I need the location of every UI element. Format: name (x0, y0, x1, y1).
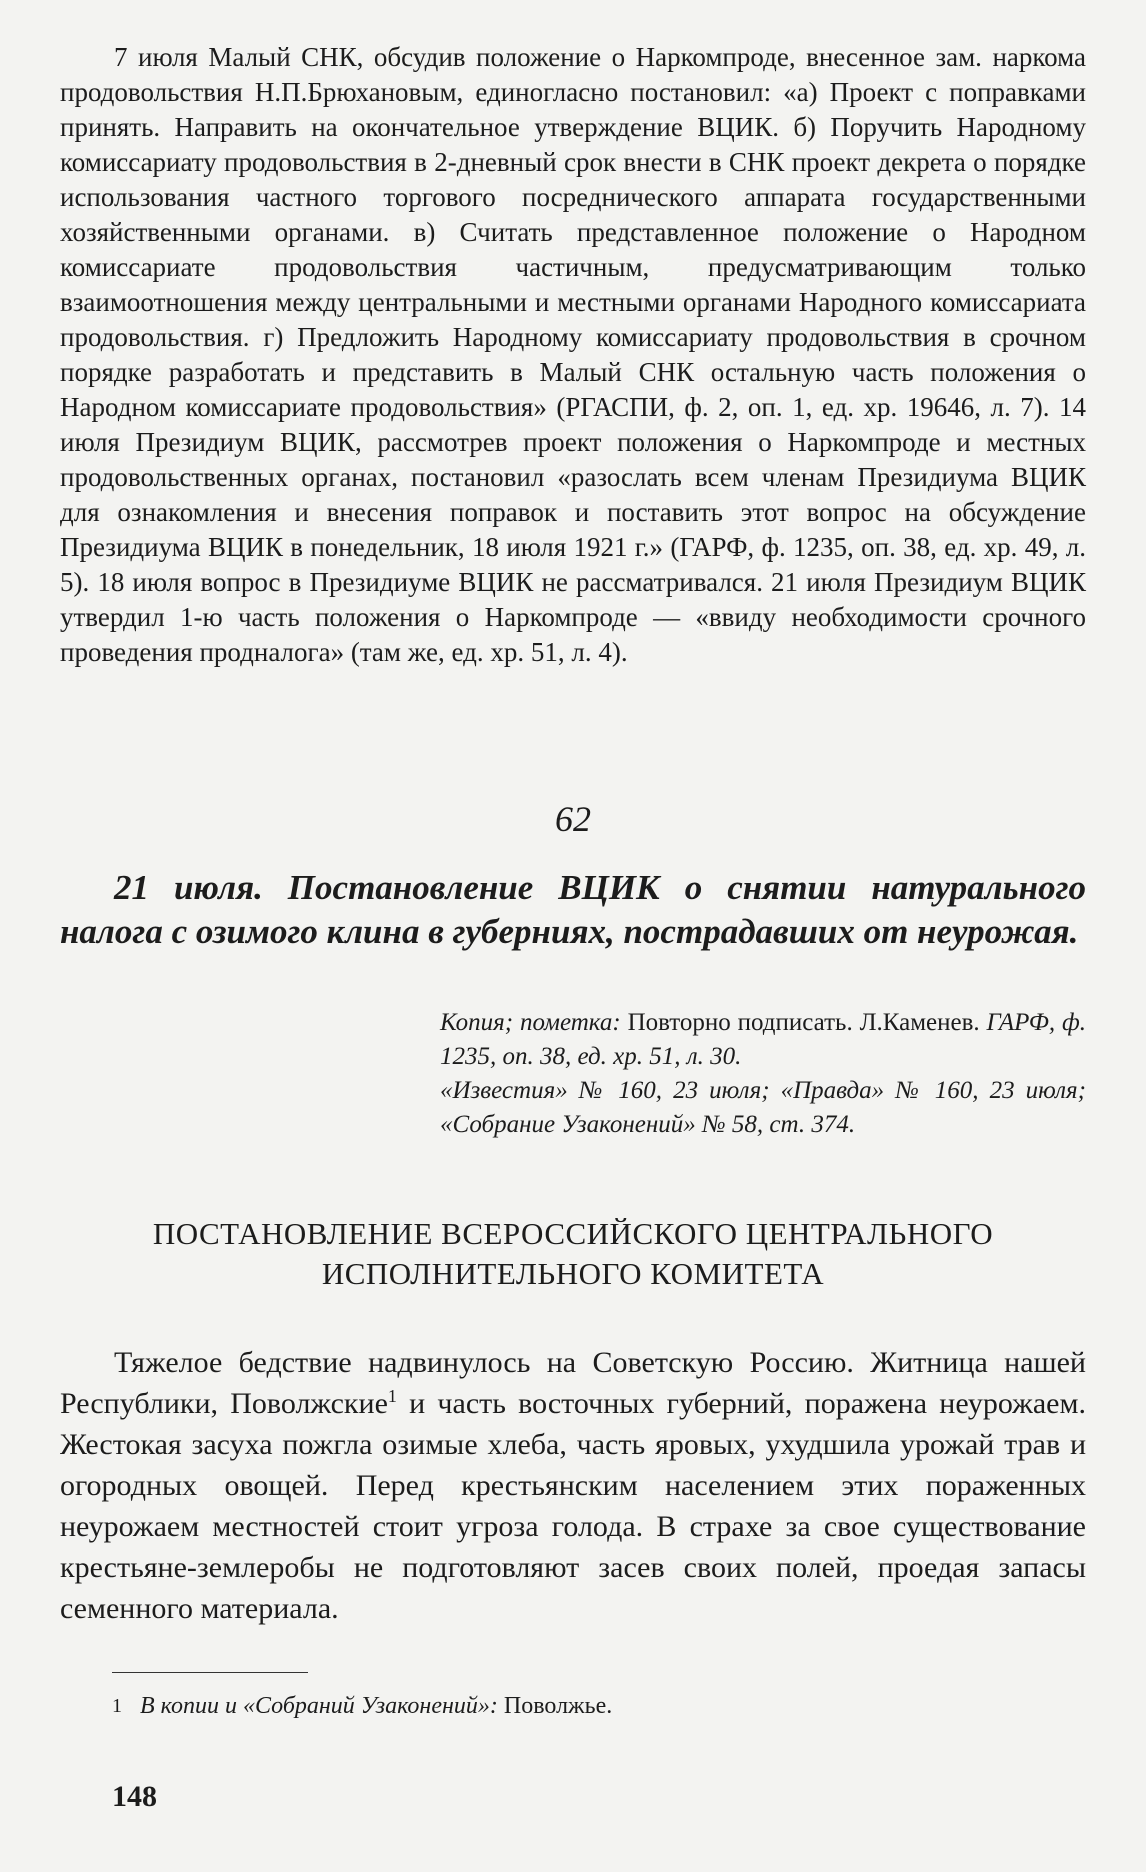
document-heading: 21 июля. Постановление ВЦИК о снятии натурального налога с озимого клина в губерниях, пострадавших от неурожая. (60, 868, 1086, 951)
decree-body-part1: Тяжелое бедствие надвинулось на Советскую Россию. Житница нашей Республики, Поволжские (60, 1346, 1086, 1420)
source-publications: «Известия» № 160, 23 июля; «Правда» № 160, 23 июля; «Собрание Узаконений» № 58, ст. 374. (440, 1077, 1086, 1138)
intro-paragraph: 7 июля Малый СНК, обсудив положение о Наркомпроде, внесенное зам. наркома продовольствия Н.П.Брюхановым, единогласно постановил: «а) Проект с поправками принять. Направить на окончательное утверждение ВЦИК. б) Поручить Народному комиссариату продовольствия в 2-дневный срок внести в СНК проект декрета о порядке использования частного торгового посреднического аппарата государственными хозяйственными органами. в) Считать представленное положение о Народном комиссариате продовольствия частичным, предусматривающим только взаимоотношения между центральными и местными органами Народного комиссариата продовольствия. г) Предложить Народному комиссариату продовольствия в срочном порядке разработать и представить в Малый СНК остальную часть положения о Народном комиссариате продовольствия» (РГАСПИ, ф. 2, оп. 1, ед. хр. 19646, л. 7). 14 июля Президиум ВЦИК, рассмотрев проект положения о Наркомпроде и местных продовольственных органах, постановил «разослать всем членам Президиума ВЦИК для ознакомления и внесения поправок и поставить этот вопрос на обсуждение Президиума ВЦИК в понедельник, 18 июля 1921 г.» (ГАРФ, ф. 1235, оп. 38, ед. хр. 49, л. 5). 18 июля вопрос в Президиуме ВЦИК не рассматривался. 21 июля Президиум ВЦИК утвердил 1-ю часть положения о Наркомпроде — «ввиду необходимости срочного проведения продналога» (там же, ед. хр. 51, л. 4). (60, 42, 1086, 667)
footnote (112, 1690, 1086, 1722)
footnote-divider (112, 1672, 308, 1673)
footnote-reference[interactable]: 1 (387, 1386, 397, 1406)
page-number: 148 (112, 1780, 157, 1813)
source-archive: ГАРФ, ф. 1235, оп. 38, ед. хр. 51, л. 30. (440, 1009, 1086, 1070)
decree-body (60, 1342, 1086, 1629)
decree-body-part2: и часть восточных губерний, поражена неурожаем. Жестокая засуха пожгла озимые хлеба, часть яровых, ухудшила урожай трав и огородных овощей. Перед крестьянским населением этих пораженных неурожаем местностей стоит угроза голода. В страхе за свое существование крестьяне-землеробы не подготовляют засев своих полей, проедая запасы семенного материала. (60, 1387, 1086, 1625)
source-note (440, 1006, 1086, 1142)
decree-title: ПОСТАНОВЛЕНИЕ ВСЕРОССИЙСКОГО ЦЕНТРАЛЬНОГО ИСПОЛНИТЕЛЬНОГО КОМИТЕТА (152, 1216, 994, 1291)
footnote-number: 1 (112, 1695, 122, 1717)
footnote-italic-text: В копии и «Собраний Узаконений»: (140, 1693, 498, 1719)
source-copy-mark: Повторно подписать. Л.Каменев. (627, 1009, 980, 1036)
book-page (60, 0, 1086, 1872)
source-copy-prefix: Копия; пометка: (440, 1009, 621, 1036)
document-number: 62 (555, 799, 591, 839)
footnote-plain-text: Поволжье. (497, 1693, 613, 1719)
